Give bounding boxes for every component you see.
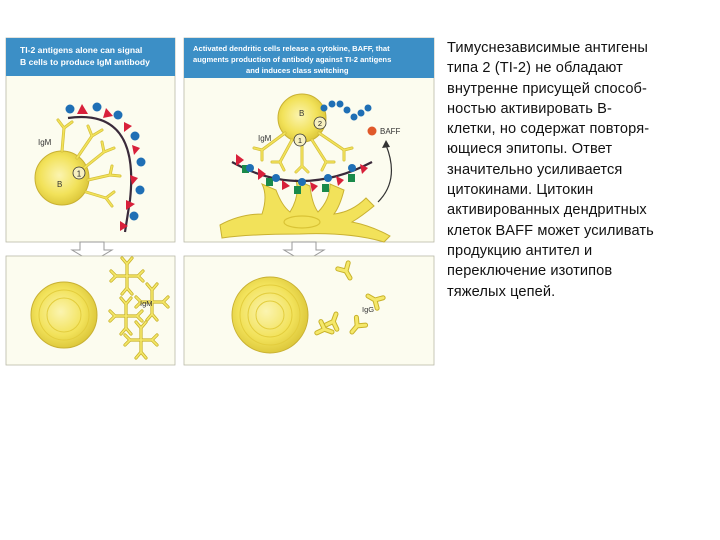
left-plasma-cell <box>31 282 97 348</box>
left-header-line-1: TI-2 antigens alone can signal <box>20 45 143 55</box>
right-header-line-3: and induces class switching <box>246 66 349 75</box>
right-label-igm: IgM <box>258 134 272 143</box>
right-plasma-cell <box>232 277 308 353</box>
right-top-panel <box>184 38 434 262</box>
description-text: Тимуснезависимые антигены типа 2 (TI-2) не обладают внутренне присущей способ- ностью активировать B- клетки, но содержат повторя- ющиеся эпитопы. Ответ значительно усиливается цитокинами. Цитокин активированных дендритных клеток BAFF может усиливать продукцию антител и переключение изотипов тяжелых цепей. <box>447 40 654 300</box>
left-label-b: B <box>57 180 63 189</box>
left-bottom-label-igm: IgM <box>140 299 153 308</box>
left-label-igm: IgM <box>38 138 52 147</box>
right-header-line-2: augments production of antibody against TI-2 antigens <box>193 55 392 64</box>
right-header-line-1: Activated dendritic cells release a cytokine, BAFF, that <box>193 44 390 53</box>
left-bottom-panel <box>6 256 175 365</box>
right-label-b: B <box>299 109 305 118</box>
right-marker-2: 2 <box>317 119 323 128</box>
left-top-panel <box>6 38 175 262</box>
left-marker-1: 1 <box>76 169 82 179</box>
left-header-line-2: B cells to produce IgM antibody <box>20 57 150 67</box>
right-label-baff: BAFF <box>380 127 401 136</box>
right-marker-1: 1 <box>297 136 303 145</box>
right-bottom-label-igg: IgG <box>362 305 375 314</box>
right-bottom-panel <box>184 256 434 365</box>
ti2-antigen-figure <box>0 0 440 370</box>
